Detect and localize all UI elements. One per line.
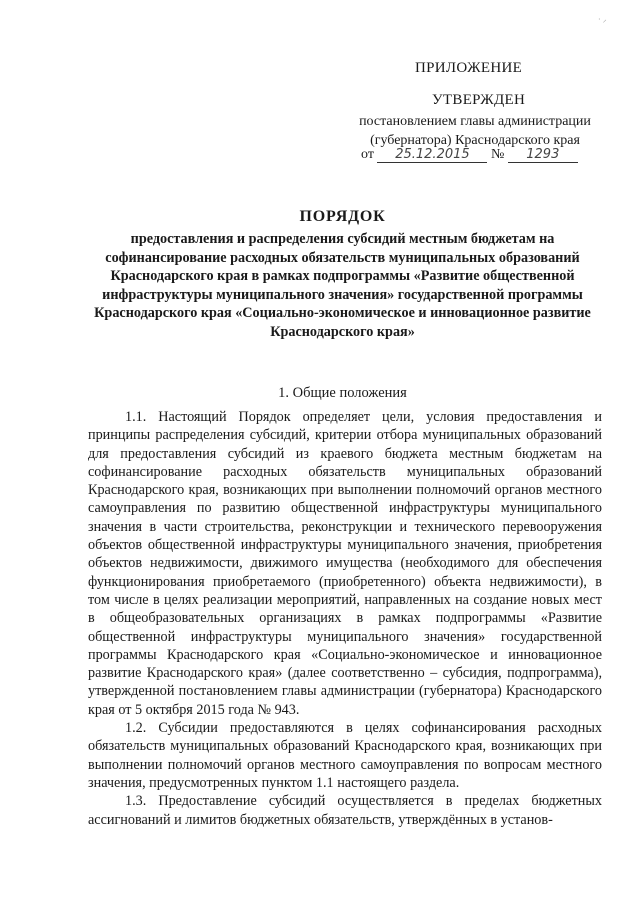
document-subtitle: предоставления и распределения субсидий местным бюджетам на софинансирование расходных обязательств муниципальных образований Краснодарского края в рамках подпрограммы «Развитие общественной инфраструктуры муниципального значения» государственной программы Краснодарского края «Социально-экономическое и инновационное развитие Краснодарского края» (94, 231, 591, 340)
title-block (70, 208, 615, 341)
corner-mark: · ⸝ (598, 15, 607, 24)
section-heading: 1. Общие положения (278, 385, 407, 401)
paragraph-1-2: 1.2. Субсидии предоставляются в целях софинансирования расходных обязательств муниципальных образований Краснодарского края, возникающих при выполнении полномочий органов местного самоуправления по вопросам местного значения, предусмотренных пунктом 1.1 настоящего раздела. (88, 720, 602, 791)
date-number-row (361, 147, 578, 163)
body-text (88, 408, 602, 829)
date-prefix: от (361, 147, 374, 162)
approved-label: УТВЕРЖДЕН (432, 92, 526, 108)
paragraph-1-1: 1.1. Настоящий Порядок определяет цели, условия предоставления и принципы распределения субсидий, критерии отбора муниципальных образований для предоставления субсидий из краевого бюджета местным бюджетам на софинансирование расходных обязательств муниципальных образований Краснодарского края, возникающих при выполнении полномочий органов местного самоуправления по развитию общественной инфраструктуры муниципального значения в части строительства, реконструкции и технического перевооружения объектов общественной инфраструктуры муниципального значения, приобретения объектов недвижимости, движимого имущества (необходимого для обеспечения функционирования приобретаемого (приобретенного) объекта недвижимости), в том числе в целях реализации мероприятий, направленных на создание новых мест в общеобразовательных организациях в рамках подпрограммы «Развитие общественной инфраструктуры муниципального значения» государственной программы Краснодарского края «Социально-экономическое и инновационное развитие Краснодарского края» (далее соответственно – субсидия, подпрограмма), утвержденной постановлением главы администрации (губернатора) Краснодарского края от 5 октября 2015 года № 943. (88, 409, 602, 718)
appendix-label: ПРИЛОЖЕНИЕ (415, 60, 523, 76)
handwritten-date: 25.12.2015 (377, 147, 487, 163)
document-title: ПОРЯДОК (299, 208, 386, 225)
paragraph-1-3: 1.3. Предоставление субсидий осуществляется в пределах бюджетных ассигнований и лимитов бюджетных обязательств, утверждённых в установ- (88, 793, 602, 828)
approved-by-text: постановлением главы администрации (губернатора) Краснодарского края (359, 114, 591, 148)
handwritten-number: 1293 (508, 147, 578, 163)
number-prefix: № (490, 147, 505, 162)
